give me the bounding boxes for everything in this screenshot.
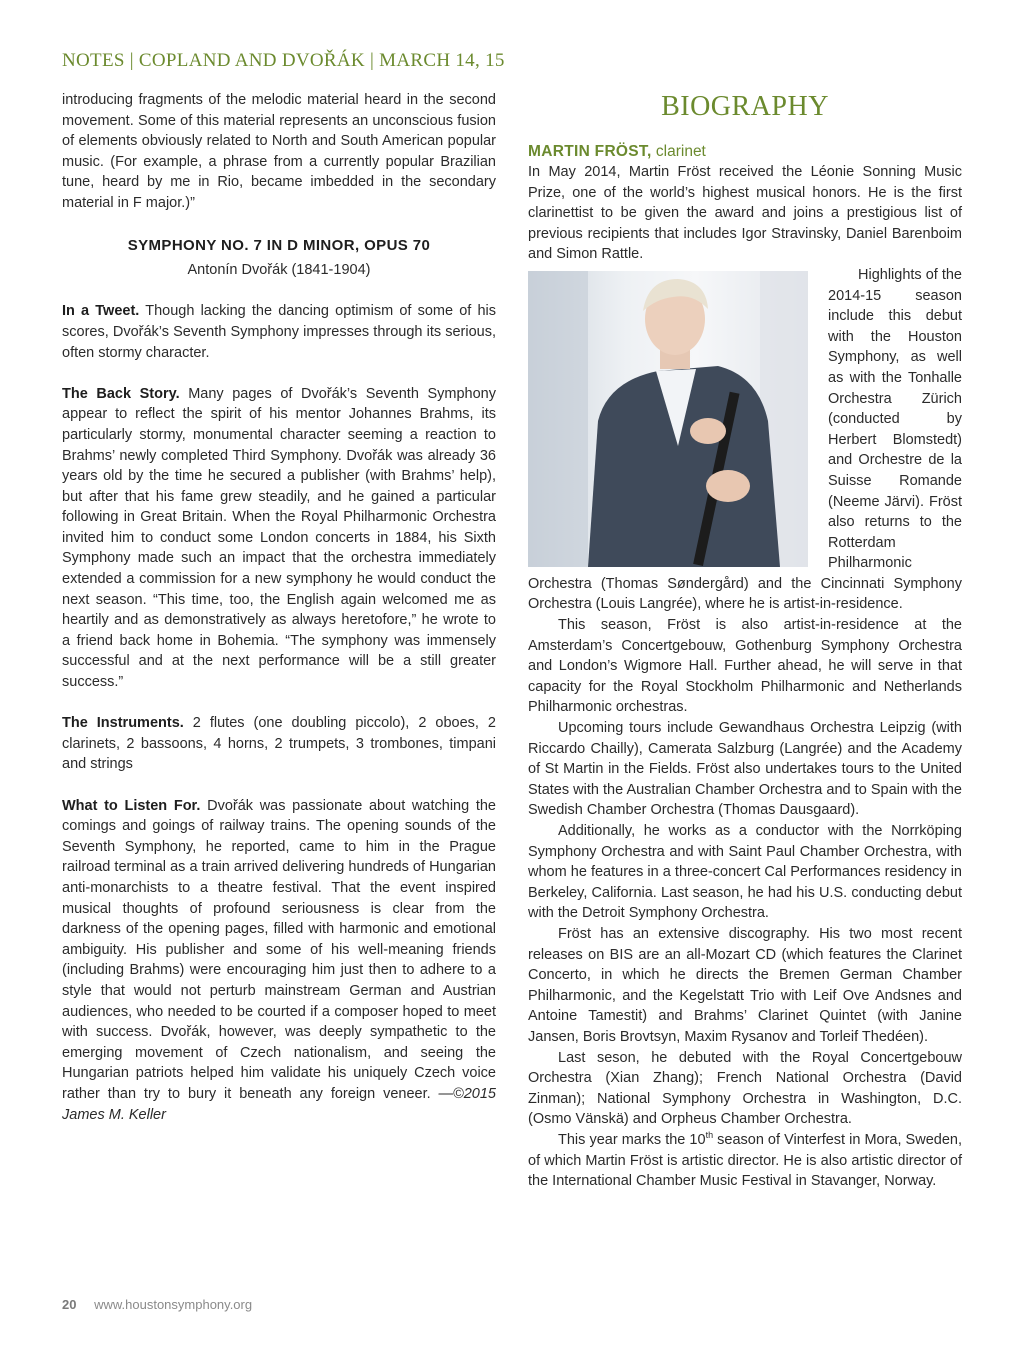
backstory-text: Many pages of Dvořák’s Seventh Symphony appear to reflect the spirit of his mentor Johannes Brahms, its particularly stormy, monumental character seeming a reaction to Brahms’ newly completed Third Symphony. Dvořák was already 36 years old by the time he secured a publisher (with Brahms’ help), but after that his fame grew steadily, and he gained a particular following in Great Britain. When the Royal Philharmonic Orchestra invited him to conduct some London concerts in 1884, his Sixth Symphony made such an impact that the orchestra immediately extended a commission for a new symphony he would conduct the next season. “This time, too, the English again welcomed me as heartily and as demonstratively as always heretofore,” he wrote to a friend back home in Bohemia. “The symphony was immensely successful and at the next performance will be a still greater success.” bbox=[62, 385, 496, 691]
biography-heading: BIOGRAPHY bbox=[661, 91, 829, 122]
bio-paragraph-8 bbox=[528, 1130, 962, 1192]
biography-column bbox=[528, 86, 962, 1192]
bio-p1-text: In May 2014, Martin Fröst received the Léonie Sonning Music Prize, one of the world’s highest musical honors. He is the first clarinettist to be given the award and joins a prestigious list of previous recipients that includes Igor Stravinsky, Daniel Barenboim and Simon Rattle. bbox=[528, 164, 962, 263]
bio-paragraph-5: Additionally, he works as a conductor with the Norrköping Symphony Orchestra and with Saint Paul Chamber Orchestra, with whom he features in a three-concert Cal Performances residency in Berkeley, California. Last season, he had his U.S. conducting debut with the Detroit Symphony Orchestra. bbox=[528, 823, 962, 922]
composer-line: Antonín Dvořák (1841-1904) bbox=[187, 262, 371, 279]
author-credit: —©2015 James M. Keller bbox=[62, 1085, 496, 1123]
bio-paragraph-7: Last seson, he debuted with the Royal Concertgebouw Orchestra (Xian Zhang); French National Orchestra (David Zinman); National Symphony Orchestra in Washington, D.C. (Osmo Vänskä) and Orpheus Chamber Orchestra. bbox=[528, 1049, 962, 1128]
bio-paragraph-1 bbox=[528, 162, 962, 265]
listen-label: What to Listen For. bbox=[62, 797, 201, 814]
artist-name-line bbox=[528, 142, 962, 162]
bio-p8-a: This year marks the 10 bbox=[558, 1131, 706, 1148]
tweet-text: Though lacking the dancing optimism of some of his scores, Dvořák’s Seventh Symphony impresses through its serious, often stormy character. bbox=[62, 303, 496, 361]
listen-paragraph bbox=[62, 796, 496, 1126]
tweet-label: In a Tweet. bbox=[62, 303, 140, 320]
artist-role: clarinet bbox=[651, 143, 706, 160]
clarinettist-portrait-icon bbox=[528, 271, 808, 567]
bio-paragraph-2: Highlights of the 2014-15 season include this debut with the Houston Symphony, as well as with the Tonhalle Orchestra Zürich (conducted by Herbert Blomstedt) and Orchestre de la Suisse Romande (Neeme Järvi). Fröst also returns to the Rotterdam Philharmonic Orchestra (Thomas Søndergård) and the Cincinnati Symphony Orchestra (Louis Langrée), where he is artist-in-residence. bbox=[528, 266, 962, 613]
instruments-text: 2 flutes (one doubling piccolo), 2 oboes, 2 clarinets, 2 bassoons, 4 horns, 2 trumpets, 3 trombones, timpani and strings bbox=[62, 715, 496, 773]
artist-name: MARTIN FRÖST, bbox=[528, 143, 652, 160]
tweet-paragraph bbox=[62, 301, 496, 363]
backstory-label: The Back Story. bbox=[62, 385, 180, 402]
backstory-paragraph bbox=[62, 384, 496, 693]
listen-text: Dvořák was passionate about watching the comings and goings of railway trains. The opening sounds of the Seventh Symphony, he reported, came to him in the Prague railroad terminal as a train arrived delivering hundreds of Hungarian anti-monarchists to a theatre festival. That the event inspired musical thoughts of profound seriousness is clear from the darkness of the opening pages, filled with harmonic and emotional ambiguity. His publisher and some of his well-meaning friends (including Brahms) were encouraging him just then to adhere to a style that would not perturb mainstream German and Austrian audiences, who needed to be courted if a composer hoped to meet with success. Dvořák, however, was deeply sympathetic to the emerging movement of Czech nationalism, and seeing the Hungarian patriots helped him validate his uniquely Czech voice rather than try to bury it beneath any foreign veneer. bbox=[62, 797, 496, 1102]
page-footer bbox=[62, 1297, 252, 1312]
symphony-title: SYMPHONY NO. 7 IN D MINOR, OPUS 70 bbox=[127, 236, 431, 254]
instruments-paragraph bbox=[62, 713, 496, 775]
bio-paragraph-4: Upcoming tours include Gewandhaus Orchestra Leipzig (with Riccardo Chailly), Camerata Salzburg (Langrée) and the Academy of St Martin in the Fields. Fröst also undertakes tours to the United States with the Australian Chamber Orchestra and to Spain with the Swedish Chamber Orchestra (Thomas Dausgaard). bbox=[528, 720, 962, 819]
page-number: 20 bbox=[62, 1297, 77, 1312]
intro-paragraph: introducing fragments of the melodic material heard in the second movement. Some of this material represents an unconscious fusion of elements obviously related to North and South American popular music. (For example, a phrase from a currently popular Brazilian tune, heard by me in Rio, became imbedded in the secondary material in F major.)” bbox=[62, 92, 496, 211]
portrait-photo bbox=[528, 271, 808, 567]
bio-p8-sup: th bbox=[705, 1130, 714, 1141]
bio-paragraph-3: This season, Fröst is also artist-in-residence at the Amsterdam’s Concertgebouw, Gothenburg Symphony Orchestra and London’s Wigmore Hall. Further ahead, he will serve in that capacity for the Royal Stockholm Philharmonic and Netherlands Philharmonic orchestras. bbox=[528, 617, 962, 716]
bio-p8-b: season of Vinterfest in Mora, Sweden, of which Martin Fröst is artistic director. He is also artistic director of the International Chamber Music Festival in Stavanger, Norway. bbox=[528, 1131, 962, 1190]
program-notes-column bbox=[62, 90, 496, 1125]
instruments-label: The Instruments. bbox=[62, 715, 184, 732]
footer-url: www.houstonsymphony.org bbox=[94, 1297, 253, 1312]
running-header: NOTES | COPLAND AND DVOŘÁK | MARCH 14, 15 bbox=[62, 50, 505, 71]
bio-paragraph-6: Fröst has an extensive discography. His two most recent releases on BIS are an all-Mozart CD (which features the Clarinet Concerto, in which he directs the Bremen German Chamber Philharmonic, and the Kegelstatt Trio with Leif Ove Andsnes and Antoine Tamestit) and Brahms’ Clarinet Quintet (with Janine Jansen, Boris Brovtsyn, Maxim Rysanov and Torleif Thedéen). bbox=[528, 925, 962, 1045]
